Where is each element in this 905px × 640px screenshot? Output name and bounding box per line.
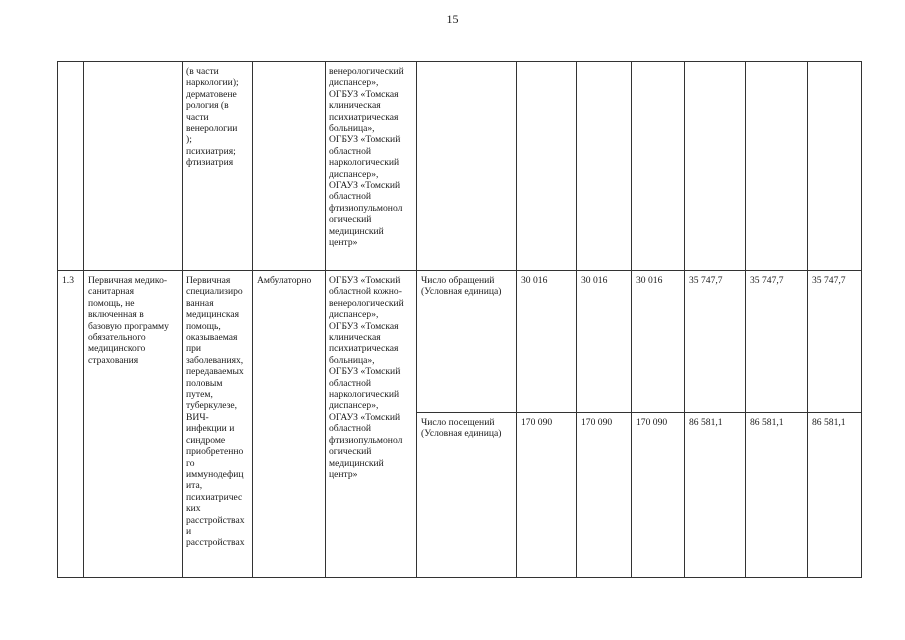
cell-num: [58, 62, 84, 271]
cell-condition: [253, 62, 326, 271]
cell-care-condition: Амбулаторно: [253, 271, 326, 578]
cell-value: [685, 62, 746, 271]
cell-name: [84, 62, 183, 271]
cell-profile: (в части наркологии); дерматовене рология (в части венерологии ); психиатрия; фтизиатрия: [183, 62, 253, 271]
cell-value: 170 090: [632, 413, 685, 578]
cell-indicator-name: Число посещений (Условная единица): [417, 413, 517, 578]
cell-value: 30 016: [517, 271, 577, 413]
cell-value: [577, 62, 632, 271]
cell-value: 86 581,1: [808, 413, 862, 578]
cell-care-type: Первичная медико- санитарная помощь, не включенная в базовую программу обязательного медицинского страхования: [84, 271, 183, 578]
cell-row-number: 1.3: [58, 271, 84, 578]
cell-value: 86 581,1: [746, 413, 808, 578]
table-row-1-3: [58, 271, 862, 413]
cell-value: [517, 62, 577, 271]
table-row-continued: [58, 62, 862, 271]
cell-orgs: венерологический диспансер», ОГБУЗ «Томская клиническая психиатрическая больница», ОГБУЗ «Томский областной наркологический диспансер», ОГАУЗ «Томский областной фтизиопульмонол огический медицинский центр»: [326, 62, 417, 271]
cell-value: 30 016: [577, 271, 632, 413]
cell-value: 86 581,1: [685, 413, 746, 578]
cell-indicator-name: Число обращений (Условная единица): [417, 271, 517, 413]
cell-value: [632, 62, 685, 271]
page-number: 15: [446, 12, 459, 26]
cell-value: 170 090: [577, 413, 632, 578]
cell-value: [746, 62, 808, 271]
cell-value: [808, 62, 862, 271]
cell-value: 30 016: [632, 271, 685, 413]
cell-organizations: ОГБУЗ «Томский областной кожно- венерологический диспансер», ОГБУЗ «Томская клиническая психиатрическая больница», ОГБУЗ «Томский областной наркологический диспансер», ОГАУЗ «Томский областной фтизиопульмонол огический медицинский центр»: [326, 271, 417, 578]
cell-care-profile: Первичная специализиро ванная медицинская помощь, оказываемая при заболеваниях, передаваемых половым путем, туберкулезе, ВИЧ- инфекции и синдроме приобретенно го иммунодефиц ита, психиатричес ких расстройствах и расстройствах: [183, 271, 253, 578]
document-table: [57, 61, 862, 578]
cell-value: 170 090: [517, 413, 577, 578]
cell-value: 35 747,7: [808, 271, 862, 413]
cell-value: 35 747,7: [685, 271, 746, 413]
cell-indicator: [417, 62, 517, 271]
cell-value: 35 747,7: [746, 271, 808, 413]
